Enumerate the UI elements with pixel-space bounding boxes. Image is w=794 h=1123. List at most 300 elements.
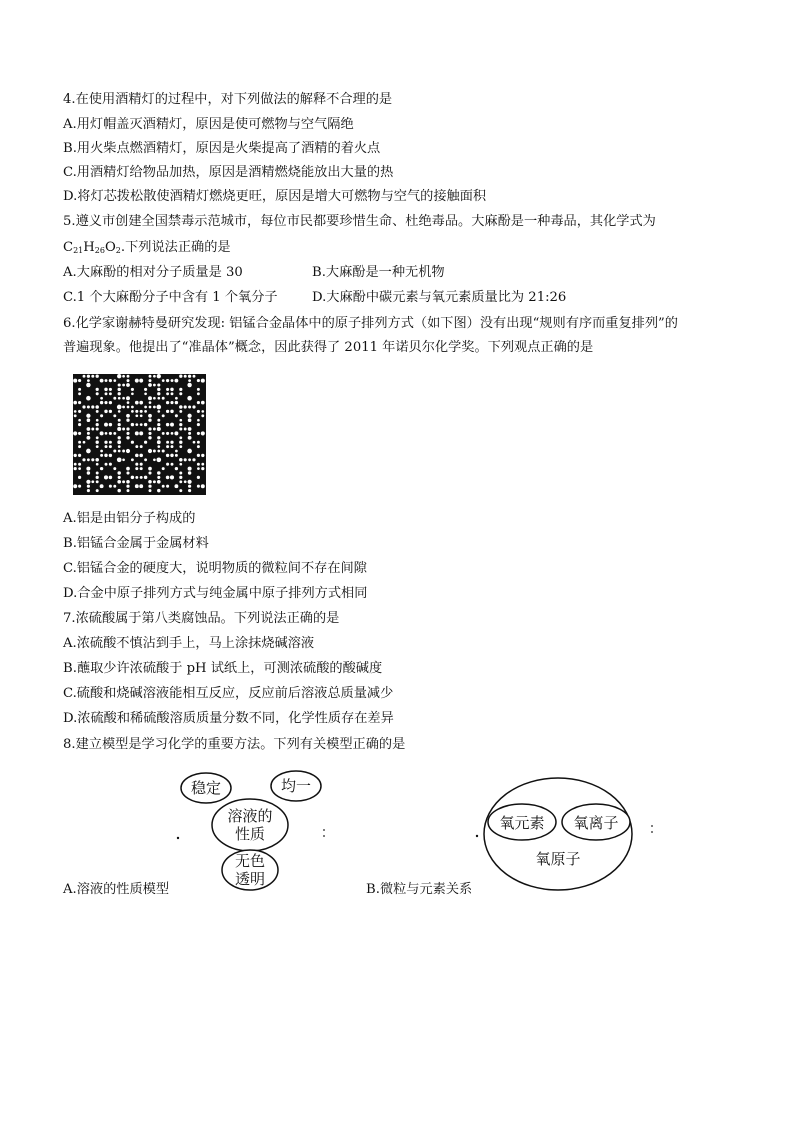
quasicrystal-dot bbox=[113, 379, 116, 382]
quasicrystal-dot bbox=[109, 388, 112, 391]
quasicrystal-dot bbox=[122, 428, 125, 431]
quasicrystal-dot bbox=[73, 484, 77, 488]
quasicrystal-dot bbox=[153, 450, 156, 453]
quasicrystal-dot bbox=[140, 467, 143, 470]
quasicrystal-dot bbox=[135, 463, 138, 466]
quasicrystal-dot bbox=[100, 379, 104, 383]
quasicrystal-dot bbox=[201, 431, 205, 435]
quasicrystal-pattern bbox=[73, 374, 206, 495]
quasicrystal-dot bbox=[162, 467, 165, 470]
quasicrystal-dot bbox=[96, 445, 99, 448]
quasicrystal-dot bbox=[166, 463, 169, 466]
quasicrystal-dot bbox=[157, 388, 160, 391]
quasicrystal-dot bbox=[197, 454, 200, 457]
quasicrystal-dot bbox=[91, 480, 94, 483]
quasicrystal-dot bbox=[127, 406, 130, 409]
quasicrystal-dot bbox=[157, 374, 161, 378]
quasicrystal-dot bbox=[166, 423, 169, 426]
quasicrystal-dot bbox=[95, 458, 99, 462]
model-b-left-label: 氧元素 bbox=[499, 814, 545, 832]
quasicrystal-dot bbox=[157, 440, 161, 444]
quasicrystal-dot bbox=[148, 449, 152, 453]
quasicrystal-dot bbox=[113, 449, 116, 452]
model-a-top-right-label: 均一 bbox=[280, 777, 312, 795]
quasicrystal-dot bbox=[179, 445, 182, 448]
quasicrystal-dot bbox=[118, 383, 121, 386]
q4-stem: 4.在使用酒精灯的过程中，对下列做法的解释不合理的是 bbox=[63, 92, 393, 107]
quasicrystal-dot bbox=[144, 458, 147, 461]
quasicrystal-dot bbox=[96, 441, 99, 444]
quasicrystal-dot bbox=[153, 375, 156, 378]
quasicrystal-dot bbox=[170, 388, 173, 391]
quasicrystal-dot bbox=[73, 379, 77, 383]
quasicrystal-dot bbox=[188, 489, 191, 492]
quasicrystal-dot bbox=[171, 392, 174, 395]
quasicrystal-dot bbox=[86, 480, 90, 484]
quasicrystal-dot bbox=[105, 463, 108, 466]
quasicrystal-dot bbox=[197, 401, 200, 404]
quasicrystal-dot bbox=[135, 379, 139, 383]
quasicrystal-dot bbox=[100, 414, 103, 417]
quasicrystal-dot bbox=[109, 476, 113, 480]
q4-option-a: A.用灯帽盖灭酒精灯，原因是使可燃物与空气隔绝 bbox=[63, 117, 354, 132]
quasicrystal-dot bbox=[73, 431, 77, 435]
quasicrystal-dot bbox=[104, 423, 108, 427]
quasicrystal-dot bbox=[122, 375, 125, 378]
quasicrystal-dot bbox=[135, 445, 138, 448]
quasicrystal-dot bbox=[179, 419, 182, 422]
quasicrystal-dot bbox=[131, 406, 134, 409]
quasicrystal-dot bbox=[188, 436, 192, 440]
quasicrystal-dot bbox=[105, 379, 108, 382]
quasicrystal-dot bbox=[113, 432, 116, 435]
quasicrystal-dot bbox=[109, 379, 112, 382]
quasicrystal-dot bbox=[96, 392, 99, 395]
quasicrystal-dot bbox=[184, 428, 187, 431]
quasicrystal-dot bbox=[135, 423, 138, 426]
q6-option-c: C.铝锰合金的硬度大，说明物质的微粒间不存在间隙 bbox=[63, 561, 367, 576]
quasicrystal-dot bbox=[96, 472, 99, 475]
quasicrystal-dot bbox=[96, 388, 99, 391]
model-a-diagram bbox=[172, 768, 332, 892]
quasicrystal-dot bbox=[126, 432, 129, 435]
quasicrystal-dot bbox=[187, 449, 192, 454]
quasicrystal-dot bbox=[96, 423, 99, 426]
quasicrystal-dot bbox=[104, 475, 108, 479]
quasicrystal-dot bbox=[179, 392, 182, 395]
quasicrystal-dot bbox=[91, 428, 94, 431]
q5-option-a: A.大麻酚的相对分子质量是 30 bbox=[63, 265, 243, 280]
quasicrystal-dot bbox=[86, 414, 90, 418]
quasicrystal-dot bbox=[179, 476, 182, 479]
quasicrystal-dot bbox=[149, 406, 152, 409]
quasicrystal-dot bbox=[162, 414, 165, 417]
quasicrystal-dot bbox=[171, 463, 174, 466]
quasicrystal-dot bbox=[153, 458, 156, 461]
quasicrystal-dot bbox=[184, 405, 187, 408]
quasicrystal-dot bbox=[91, 405, 94, 408]
quasicrystal-dot bbox=[179, 436, 182, 439]
quasicrystal-dot bbox=[74, 410, 77, 413]
quasicrystal-dot bbox=[131, 423, 134, 426]
quasicrystal-dot bbox=[174, 484, 178, 488]
quasicrystal-dot bbox=[197, 467, 200, 470]
quasicrystal-dot bbox=[188, 485, 191, 488]
quasicrystal-dot bbox=[144, 388, 147, 391]
quasicrystal-dot bbox=[135, 410, 138, 413]
quasicrystal-dot bbox=[148, 414, 152, 418]
quasicrystal-dot bbox=[131, 476, 134, 479]
quasicrystal-dot bbox=[96, 476, 99, 479]
q6-option-b: B.铝锰合金属于金属材料 bbox=[63, 536, 209, 551]
quasicrystal-dot bbox=[78, 432, 81, 435]
quasicrystal-dot bbox=[179, 423, 182, 426]
quasicrystal-dot bbox=[188, 427, 192, 431]
q6-stem-line1: 6.化学家谢赫特曼研究发现: 铝锰合金晶体中的原子排列方式（如下图）没有出现“规则有序而重复排列”的 bbox=[63, 316, 678, 331]
quasicrystal-dot bbox=[74, 463, 77, 466]
quasicrystal-dot bbox=[126, 414, 130, 418]
q5-formula-c-sub: 21 bbox=[73, 246, 84, 255]
quasicrystal-dot bbox=[95, 405, 99, 409]
q5-stem: 5.遵义市创建全国禁毒示范城市，每位市民都要珍惜生命、杜绝毒品。大麻酚是一种毒品，其化学式为 bbox=[63, 214, 656, 229]
q7-stem: 7.浓硫酸属于第八类腐蚀品。下列说法正确的是 bbox=[63, 611, 340, 626]
quasicrystal-dot bbox=[149, 379, 152, 382]
quasicrystal-dot bbox=[82, 458, 85, 461]
q7-option-a: A.浓硫酸不慎沾到手上，马上涂抹烧碱溶液 bbox=[63, 636, 315, 651]
quasicrystal-dot bbox=[87, 458, 90, 461]
quasicrystal-dot bbox=[96, 419, 99, 422]
quasicrystal-dot bbox=[118, 410, 121, 413]
quasicrystal-dot bbox=[140, 414, 143, 417]
quasicrystal-dot bbox=[86, 383, 90, 387]
quasicrystal-dot bbox=[148, 383, 152, 387]
quasicrystal-dot bbox=[117, 388, 120, 391]
quasicrystal-dot bbox=[187, 414, 191, 418]
quasicrystal-dot bbox=[157, 392, 160, 395]
quasicrystal-dot bbox=[148, 471, 151, 474]
quasicrystal-dot bbox=[170, 401, 173, 404]
quasicrystal-dot bbox=[179, 410, 182, 413]
quasicrystal-dot bbox=[197, 476, 200, 479]
quasicrystal-dot bbox=[135, 484, 139, 488]
quasicrystal-dot bbox=[157, 436, 160, 439]
quasicrystal-dot bbox=[86, 467, 90, 471]
q6-option-a: A.铝是由铝分子构成的 bbox=[63, 511, 196, 526]
quasicrystal-dot bbox=[156, 457, 161, 462]
quasicrystal-dot bbox=[96, 427, 99, 430]
quasicrystal-dot bbox=[91, 375, 94, 378]
quasicrystal-dot bbox=[96, 480, 99, 483]
quasicrystal-dot bbox=[157, 423, 160, 426]
quasicrystal-dot bbox=[109, 441, 112, 444]
quasicrystal-dot bbox=[78, 467, 81, 470]
quasicrystal-dot bbox=[96, 410, 99, 413]
quasicrystal-dot bbox=[78, 476, 81, 479]
quasicrystal-dot bbox=[131, 392, 134, 395]
model-a-top-left-label: 稳定 bbox=[190, 779, 222, 797]
quasicrystal-dot bbox=[179, 472, 182, 475]
quasicrystal-dot bbox=[126, 449, 130, 453]
quasicrystal-dot bbox=[157, 410, 160, 413]
quasicrystal-dot bbox=[175, 454, 178, 457]
quasicrystal-dot bbox=[184, 458, 187, 461]
quasicrystal-dot bbox=[139, 431, 143, 435]
quasicrystal-dot bbox=[91, 458, 94, 461]
quasicrystal-dot bbox=[153, 384, 156, 387]
quasicrystal-dot bbox=[179, 458, 183, 462]
quasicrystal-dot bbox=[170, 475, 174, 479]
quasicrystal-dot bbox=[188, 467, 192, 471]
quasicrystal-dot bbox=[175, 467, 178, 470]
quasicrystal-dot bbox=[118, 423, 121, 426]
quasicrystal-dot bbox=[118, 392, 121, 395]
quasicrystal-dot bbox=[113, 467, 116, 470]
quasicrystal-dot bbox=[175, 397, 178, 400]
quasicrystal-dot bbox=[171, 445, 174, 448]
quasicrystal-dot bbox=[135, 431, 139, 435]
quasicrystal-dot bbox=[157, 383, 160, 386]
quasicrystal-dot bbox=[86, 449, 91, 454]
quasicrystal-dot bbox=[118, 397, 121, 400]
quasicrystal-dot bbox=[149, 401, 152, 404]
quasicrystal-dot bbox=[87, 489, 90, 492]
quasicrystal-dot bbox=[197, 445, 200, 448]
quasicrystal-dot bbox=[140, 476, 143, 479]
q5-formula-h: H bbox=[83, 240, 95, 255]
quasicrystal-dot bbox=[201, 379, 205, 383]
quasicrystal-dot bbox=[100, 467, 103, 470]
quasicrystal-dot bbox=[144, 392, 147, 395]
quasicrystal-dot bbox=[144, 476, 147, 479]
quasicrystal-dot bbox=[78, 388, 81, 391]
model-a-bottom-label-2: 透明 bbox=[234, 870, 266, 888]
quasicrystal-dot bbox=[166, 410, 169, 413]
quasicrystal-dot bbox=[122, 397, 125, 400]
quasicrystal-dot bbox=[170, 454, 173, 457]
quasicrystal-dot bbox=[117, 471, 120, 474]
quasicrystal-dot bbox=[188, 379, 191, 382]
model-a-center-label-1: 溶液的 bbox=[227, 807, 273, 825]
quasicrystal-dot bbox=[82, 405, 85, 408]
quasicrystal-dot bbox=[73, 401, 77, 405]
quasicrystal-dot bbox=[87, 485, 90, 488]
quasicrystal-dot bbox=[135, 454, 139, 458]
quasicrystal-dot bbox=[78, 445, 81, 448]
quasicrystal-dot bbox=[153, 428, 156, 431]
quasicrystal-dot bbox=[74, 454, 77, 457]
model-a-center-label-2: 性质 bbox=[234, 825, 266, 843]
q4-option-d: D.将灯芯拨松散使酒精灯燃烧更旺，原因是增大可燃物与空气的接触面积 bbox=[63, 189, 487, 204]
quasicrystal-dot bbox=[87, 432, 90, 435]
quasicrystal-dot bbox=[157, 450, 160, 453]
quasicrystal-dot bbox=[87, 427, 91, 431]
quasicrystal-dot bbox=[193, 441, 196, 444]
quasicrystal-dot bbox=[166, 445, 169, 448]
quasicrystal-dot bbox=[100, 454, 103, 457]
quasicrystal-dot bbox=[153, 397, 156, 400]
quasicrystal-dot bbox=[171, 432, 174, 435]
quasicrystal-dot bbox=[187, 383, 191, 387]
quasicrystal-dot bbox=[184, 375, 187, 378]
quasicrystal-dot bbox=[157, 419, 160, 422]
quasicrystal-dot bbox=[109, 463, 112, 466]
quasicrystal-dot bbox=[148, 396, 152, 400]
quasicrystal-dot bbox=[122, 406, 125, 409]
quasicrystal-dot bbox=[188, 418, 192, 422]
quasicrystal-dot bbox=[157, 471, 160, 474]
quasicrystal-dot bbox=[109, 445, 112, 448]
quasicrystal-dot bbox=[179, 480, 182, 483]
quasicrystal-dot bbox=[96, 375, 99, 378]
quasicrystal-dot bbox=[117, 457, 122, 462]
quasicrystal-dot bbox=[131, 441, 134, 444]
model-a-bottom-label-1: 无色 bbox=[234, 852, 266, 870]
quasicrystal-dot bbox=[96, 489, 99, 492]
quasicrystal-dot bbox=[126, 383, 130, 387]
quasicrystal-dot bbox=[135, 467, 138, 470]
quasicrystal-dot bbox=[74, 414, 77, 417]
quasicrystal-dot bbox=[197, 392, 200, 395]
quasicrystal-dot bbox=[162, 397, 165, 400]
quasicrystal-dot bbox=[126, 467, 130, 471]
quasicrystal-dot bbox=[83, 375, 86, 378]
quasicrystal-dot bbox=[166, 379, 169, 382]
quasicrystal-dot bbox=[135, 401, 139, 405]
quasicrystal-dot bbox=[135, 476, 138, 479]
quasicrystal-dot bbox=[148, 436, 151, 439]
quasicrystal-dot bbox=[174, 431, 178, 435]
quasicrystal-dot bbox=[86, 436, 90, 440]
quasicrystal-dot bbox=[179, 375, 182, 378]
quasicrystal-dot bbox=[175, 401, 178, 404]
quasicrystal-dot bbox=[78, 454, 81, 457]
quasicrystal-dot bbox=[148, 427, 151, 430]
model-b-outer-label: 氧原子 bbox=[535, 850, 581, 868]
quasicrystal-dot bbox=[192, 458, 195, 461]
quasicrystal-dot bbox=[78, 419, 81, 422]
quasicrystal-dot bbox=[135, 414, 138, 417]
quasicrystal-dot bbox=[188, 480, 192, 484]
quasicrystal-dot bbox=[122, 384, 125, 387]
quasicrystal-dot bbox=[139, 484, 143, 488]
quasicrystal-dot bbox=[166, 388, 169, 391]
quasicrystal-dot bbox=[184, 480, 187, 483]
quasicrystal-dot bbox=[187, 396, 192, 401]
quasicrystal-dot bbox=[166, 441, 169, 444]
quasicrystal-dot bbox=[162, 432, 165, 435]
quasicrystal-dot bbox=[87, 379, 90, 382]
quasicrystal-dot bbox=[153, 406, 156, 409]
quasicrystal-dot bbox=[105, 432, 108, 435]
quasicrystal-dot bbox=[201, 410, 204, 413]
q6-stem-line2: 普遍现象。他提出了“准晶体”概念，因此获得了 2011 年诺贝尔化学奖。下列观点正确的是 bbox=[63, 340, 594, 355]
quasicrystal-dot bbox=[122, 458, 125, 461]
q5-stem-tail: .下列说法正确的是 bbox=[120, 240, 231, 255]
quasicrystal-dot bbox=[127, 401, 130, 404]
quasicrystal-dot bbox=[100, 431, 104, 435]
quasicrystal-dot bbox=[166, 432, 169, 435]
quasicrystal-dot bbox=[170, 441, 173, 444]
quasicrystal-dot bbox=[197, 432, 200, 435]
quasicrystal-dot bbox=[127, 375, 130, 378]
quasicrystal-dot bbox=[83, 441, 86, 444]
quasicrystal-dot bbox=[201, 454, 204, 457]
quasicrystal-dot bbox=[87, 375, 90, 378]
quasicrystal-dot bbox=[78, 441, 81, 444]
quasicrystal-dot bbox=[175, 450, 178, 453]
quasicrystal-dot bbox=[188, 471, 191, 474]
quasicrystal-dot bbox=[140, 445, 143, 448]
quasicrystal-dot bbox=[140, 410, 143, 413]
quasicrystal-dot bbox=[109, 423, 112, 426]
quasicrystal-dot bbox=[109, 454, 112, 457]
quasicrystal-dot bbox=[104, 401, 107, 404]
q7-option-b: B.蘸取少许浓硫酸于 pH 试纸上，可测浓硫酸的酸碱度 bbox=[63, 661, 383, 676]
quasicrystal-dot bbox=[118, 436, 121, 439]
quasicrystal-dot bbox=[171, 379, 174, 382]
quasicrystal-dot bbox=[87, 405, 90, 408]
quasicrystal-dot bbox=[148, 432, 151, 435]
quasicrystal-dot bbox=[96, 436, 99, 439]
model-b-diagram bbox=[472, 776, 662, 894]
quasicrystal-dot bbox=[105, 445, 108, 448]
quasicrystal-dot bbox=[109, 485, 112, 488]
quasicrystal-dot bbox=[175, 414, 178, 417]
quasicrystal-dot bbox=[104, 454, 107, 457]
quasicrystal-dot bbox=[170, 410, 173, 413]
quasicrystal-dot bbox=[157, 445, 160, 448]
quasicrystal-dot bbox=[105, 392, 108, 395]
quasicrystal-dot bbox=[144, 441, 147, 444]
quasicrystal-dot bbox=[126, 485, 129, 488]
quasicrystal-dot bbox=[166, 485, 169, 488]
quasicrystal-dot bbox=[139, 401, 143, 405]
quasicrystal-dot bbox=[192, 405, 195, 408]
quasicrystal-dot bbox=[117, 489, 120, 492]
quasicrystal-dot bbox=[126, 471, 129, 474]
quasicrystal-dot bbox=[87, 471, 90, 474]
quasicrystal-dot bbox=[100, 401, 103, 404]
quasicrystal-dot bbox=[113, 397, 116, 400]
q5-option-b: B.大麻酚是一种无机物 bbox=[312, 265, 445, 280]
quasicrystal-dot bbox=[201, 467, 204, 470]
quasicrystal-dot bbox=[139, 454, 143, 458]
quasicrystal-dot bbox=[78, 379, 81, 382]
quasicrystal-dot bbox=[100, 450, 103, 453]
quasicrystal-dot bbox=[78, 463, 81, 466]
quasicrystal-dot bbox=[188, 405, 191, 408]
quasicrystal-dot bbox=[113, 485, 116, 488]
quasicrystal-dot bbox=[139, 379, 143, 383]
quasicrystal-dot bbox=[117, 374, 121, 378]
quasicrystal-dot bbox=[131, 388, 134, 391]
quasicrystal-dot bbox=[148, 480, 152, 484]
quasicrystal-dot bbox=[109, 392, 112, 395]
quasicrystal-dot bbox=[104, 410, 107, 413]
quasicrystal-dot bbox=[179, 463, 182, 466]
quasicrystal-dot bbox=[126, 436, 129, 439]
quasicrystal-dot bbox=[157, 397, 160, 400]
quasicrystal-dot bbox=[100, 484, 104, 488]
quasicrystal-dot bbox=[148, 467, 152, 471]
quasicrystal-dot bbox=[122, 450, 125, 453]
quasicrystal-image bbox=[73, 374, 206, 495]
q6-option-d: D.合金中原子排列方式与纯金属中原子排列方式相同 bbox=[63, 586, 368, 601]
quasicrystal-dot bbox=[201, 414, 204, 417]
quasicrystal-dot bbox=[104, 388, 107, 391]
quasicrystal-dot bbox=[149, 489, 152, 492]
quasicrystal-dot bbox=[179, 489, 182, 492]
